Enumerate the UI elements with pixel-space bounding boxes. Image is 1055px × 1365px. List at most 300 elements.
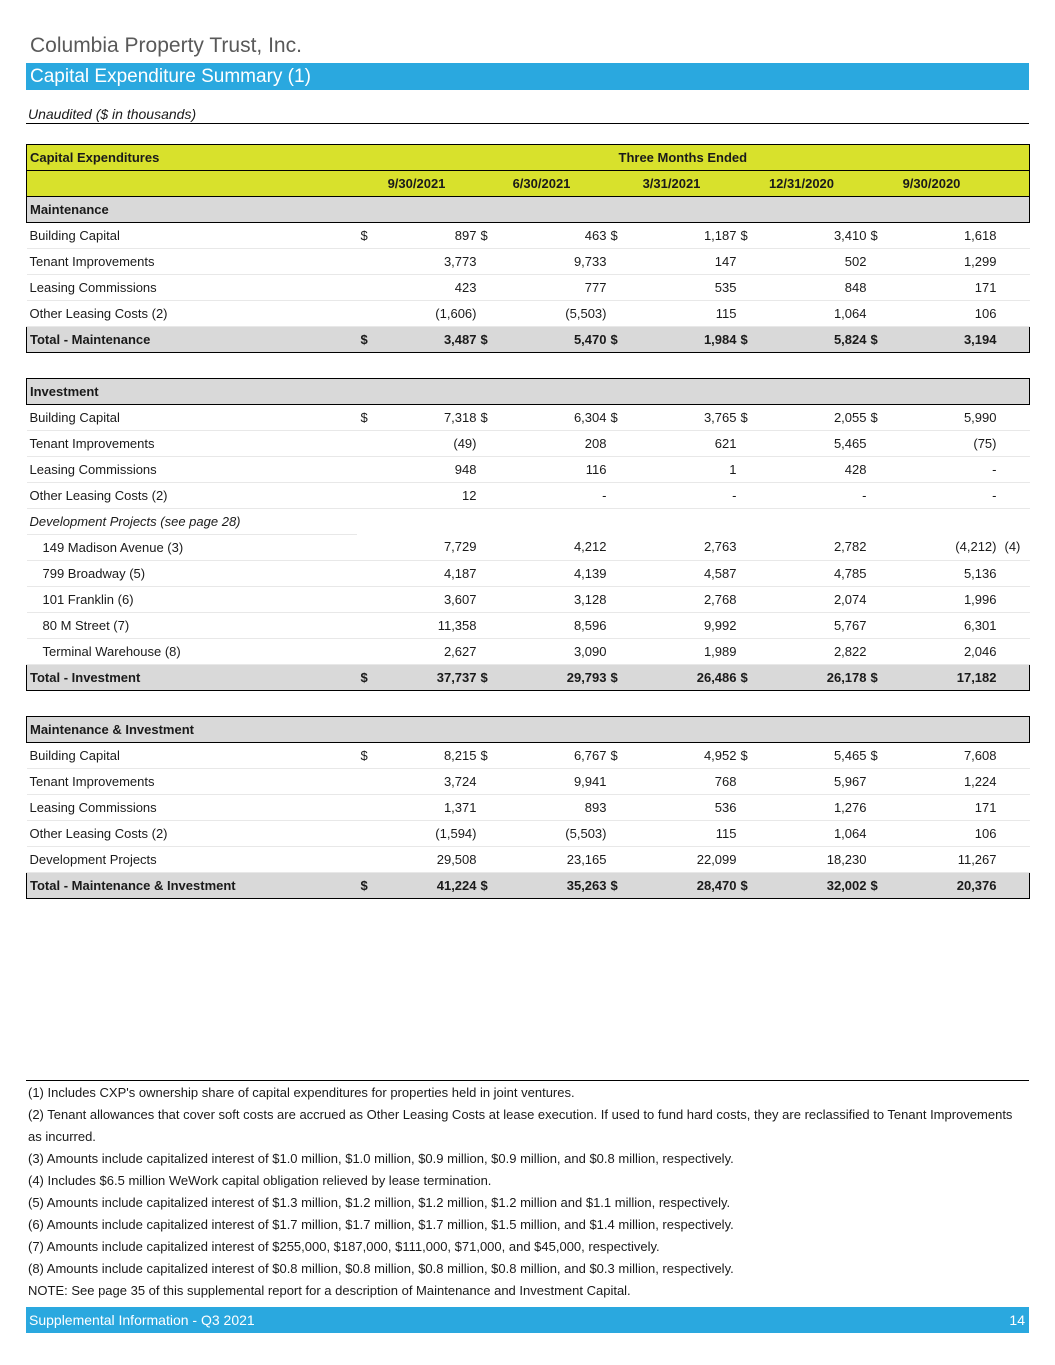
page-title: Capital Expenditure Summary (1) [26, 63, 1029, 90]
row-note [997, 821, 1030, 847]
currency-symbol [477, 561, 507, 587]
cell-value: 3,724 [377, 769, 477, 795]
cell-value: 4,187 [377, 561, 477, 587]
table-row [27, 821, 1030, 847]
cell-value: 37,737 [377, 665, 477, 691]
cell-value: 171 [897, 275, 997, 301]
cell-value: 5,967 [767, 769, 867, 795]
table-row [27, 587, 1030, 613]
cell-value: 1,187 [637, 223, 737, 249]
footnote: NOTE: See page 35 of this supplemental report for a description of Maintenance and Investment Capital. [28, 1283, 631, 1298]
cell-value: 2,763 [637, 535, 737, 561]
currency-symbol [357, 639, 377, 665]
period-header: 12/31/2020 [737, 171, 867, 197]
currency-symbol [737, 639, 767, 665]
cell-value: 502 [767, 249, 867, 275]
cell-value: 848 [767, 275, 867, 301]
row-label: 101 Franklin (6) [27, 587, 357, 613]
table-row [27, 561, 1030, 587]
currency-symbol: $ [737, 405, 767, 431]
currency-symbol [607, 847, 637, 873]
cell-value: 29,793 [507, 665, 607, 691]
currency-symbol [737, 769, 767, 795]
currency-symbol [867, 847, 897, 873]
cell-value: 2,074 [767, 587, 867, 613]
cell-value: 32,002 [767, 873, 867, 899]
currency-symbol: $ [357, 327, 377, 353]
row-label: Terminal Warehouse (8) [27, 639, 357, 665]
currency-symbol [737, 561, 767, 587]
row-note [997, 327, 1030, 353]
currency-symbol [477, 587, 507, 613]
cell-value: 26,178 [767, 665, 867, 691]
dev-projects-heading-row [27, 509, 1030, 535]
footer-bar [26, 1307, 1029, 1333]
currency-symbol [737, 847, 767, 873]
section-heading-row [27, 197, 1030, 223]
company-name: Columbia Property Trust, Inc. [30, 34, 302, 57]
currency-symbol [607, 613, 637, 639]
table-row [27, 431, 1030, 457]
row-note [997, 769, 1030, 795]
currency-symbol [357, 561, 377, 587]
currency-symbol [607, 561, 637, 587]
currency-symbol [357, 821, 377, 847]
section-heading: Maintenance & Investment [27, 717, 357, 743]
cell-value: 1,996 [897, 587, 997, 613]
row-note [997, 249, 1030, 275]
table-row [27, 613, 1030, 639]
dev-projects-heading: Development Projects (see page 28) [27, 509, 357, 535]
footnote: (2) Tenant allowances that cover soft costs are accrued as Other Leasing Costs at lease execution. If used to fund hard costs, they are reclassified to Tenant Improvements as incurred. [28, 1107, 1013, 1144]
currency-symbol [607, 587, 637, 613]
currency-symbol [607, 431, 637, 457]
subtitle-divider [26, 123, 1029, 124]
spacer-row [27, 353, 1030, 379]
table-row [27, 847, 1030, 873]
section-heading-fill [357, 197, 1030, 223]
cell-value: 1,064 [767, 821, 867, 847]
cell-value: 4,139 [507, 561, 607, 587]
currency-symbol [357, 847, 377, 873]
cell-value: 26,486 [637, 665, 737, 691]
cell-value: 1,224 [897, 769, 997, 795]
cell-value: 4,212 [507, 535, 607, 561]
cell-value: 6,767 [507, 743, 607, 769]
cell-value: 12 [377, 483, 477, 509]
cell-value: 1,276 [767, 795, 867, 821]
footnotes [28, 1082, 1023, 1302]
cell-value: 5,824 [767, 327, 867, 353]
row-note [997, 457, 1030, 483]
table-row [27, 301, 1030, 327]
currency-symbol [357, 249, 377, 275]
currency-symbol [357, 301, 377, 327]
row-note [997, 301, 1030, 327]
currency-symbol: $ [737, 327, 767, 353]
row-label: Other Leasing Costs (2) [27, 483, 357, 509]
currency-symbol [607, 535, 637, 561]
currency-symbol: $ [867, 327, 897, 353]
currency-symbol [357, 795, 377, 821]
currency-symbol [477, 821, 507, 847]
cell-value: 535 [637, 275, 737, 301]
cell-value: 29,508 [377, 847, 477, 873]
row-note: (4) [997, 535, 1030, 561]
currency-symbol: $ [477, 873, 507, 899]
currency-symbol [357, 457, 377, 483]
table-row [27, 769, 1030, 795]
cell-value: 7,729 [377, 535, 477, 561]
cell-value: 9,992 [637, 613, 737, 639]
table-row [27, 795, 1030, 821]
units-subtitle: Unaudited ($ in thousands) [28, 106, 197, 122]
cell-value: 3,194 [897, 327, 997, 353]
currency-symbol [867, 821, 897, 847]
currency-symbol [357, 613, 377, 639]
currency-symbol [477, 301, 507, 327]
cell-value: 208 [507, 431, 607, 457]
cell-value: 115 [637, 301, 737, 327]
period-header: 3/31/2021 [607, 171, 737, 197]
currency-symbol [867, 535, 897, 561]
row-label: 799 Broadway (5) [27, 561, 357, 587]
row-note [997, 873, 1030, 899]
total-row [27, 665, 1030, 691]
currency-symbol [737, 301, 767, 327]
footnote-divider [26, 1080, 1029, 1081]
currency-symbol: $ [607, 665, 637, 691]
cell-value: 3,765 [637, 405, 737, 431]
row-label: Total - Maintenance [27, 327, 357, 353]
currency-symbol: $ [867, 223, 897, 249]
cell-value: 8,596 [507, 613, 607, 639]
section-heading-row [27, 717, 1030, 743]
row-note [997, 587, 1030, 613]
currency-symbol: $ [737, 743, 767, 769]
cell-value: 2,055 [767, 405, 867, 431]
row-label: Leasing Commissions [27, 275, 357, 301]
currency-symbol [867, 483, 897, 509]
footnote: (1) Includes CXP's ownership share of capital expenditures for properties held in joint ventures. [28, 1085, 575, 1100]
currency-symbol [607, 769, 637, 795]
cell-value: 4,785 [767, 561, 867, 587]
currency-symbol [477, 769, 507, 795]
currency-symbol [357, 431, 377, 457]
page-number: 14 [1009, 1312, 1025, 1328]
cell-value: 3,410 [767, 223, 867, 249]
cell-value: 2,822 [767, 639, 867, 665]
cell-value: 8,215 [377, 743, 477, 769]
cell-value: 9,733 [507, 249, 607, 275]
cell-value: (1,606) [377, 301, 477, 327]
row-label: Leasing Commissions [27, 795, 357, 821]
cell-value: 768 [637, 769, 737, 795]
currency-symbol [867, 457, 897, 483]
row-label: Development Projects [27, 847, 357, 873]
cell-value: - [637, 483, 737, 509]
cell-value: 35,263 [507, 873, 607, 899]
cell-value: 3,090 [507, 639, 607, 665]
period-header: 9/30/2020 [867, 171, 997, 197]
currency-symbol [867, 769, 897, 795]
footer-label: Supplemental Information - Q3 2021 [29, 1312, 255, 1328]
spacer-row [27, 691, 1030, 717]
currency-symbol: $ [477, 743, 507, 769]
cell-value: 1,984 [637, 327, 737, 353]
currency-symbol [477, 795, 507, 821]
capex-table-body [27, 145, 1030, 899]
footnote: (8) Amounts include capitalized interest of $0.8 million, $0.8 million, $0.8 million, $0.8 million, and $0.3 million, respectively. [28, 1261, 734, 1276]
cell-value: 18,230 [767, 847, 867, 873]
section-heading-row [27, 379, 1030, 405]
currency-symbol: $ [477, 665, 507, 691]
table-row [27, 483, 1030, 509]
currency-symbol [477, 483, 507, 509]
currency-symbol: $ [357, 223, 377, 249]
row-label: Building Capital [27, 405, 357, 431]
currency-symbol: $ [607, 405, 637, 431]
cell-value: 147 [637, 249, 737, 275]
currency-symbol [477, 847, 507, 873]
currency-symbol [737, 535, 767, 561]
cell-value: 1,299 [897, 249, 997, 275]
footnote: (7) Amounts include capitalized interest of $255,000, $187,000, $111,000, $71,000, and $45,000, respectively. [28, 1239, 660, 1254]
cell-value: 948 [377, 457, 477, 483]
cell-value: 1,064 [767, 301, 867, 327]
table-row [27, 275, 1030, 301]
table-row [27, 405, 1030, 431]
row-label: Building Capital [27, 743, 357, 769]
currency-symbol [867, 587, 897, 613]
currency-symbol [737, 457, 767, 483]
row-label: 80 M Street (7) [27, 613, 357, 639]
footnote: (4) Includes $6.5 million WeWork capital obligation relieved by lease termination. [28, 1173, 492, 1188]
row-label: Building Capital [27, 223, 357, 249]
row-label: Tenant Improvements [27, 431, 357, 457]
currency-symbol [737, 275, 767, 301]
row-label: Total - Investment [27, 665, 357, 691]
cell-value: - [897, 483, 997, 509]
row-note [997, 665, 1030, 691]
period-header: 9/30/2021 [357, 171, 477, 197]
cell-value: 3,487 [377, 327, 477, 353]
cell-value: 5,990 [897, 405, 997, 431]
currency-symbol: $ [607, 743, 637, 769]
cell-value: 106 [897, 301, 997, 327]
section-heading: Investment [27, 379, 357, 405]
currency-symbol: $ [357, 873, 377, 899]
cell-value: 4,587 [637, 561, 737, 587]
cell-value: 115 [637, 821, 737, 847]
cell-value: 1,618 [897, 223, 997, 249]
row-note [997, 795, 1030, 821]
cell-value: 428 [767, 457, 867, 483]
cell-value: 893 [507, 795, 607, 821]
cell-value: 5,465 [767, 431, 867, 457]
cell-value: 1,371 [377, 795, 477, 821]
cell-value: - [897, 457, 997, 483]
currency-symbol [607, 821, 637, 847]
cell-value: 11,267 [897, 847, 997, 873]
section-heading-fill [357, 379, 1030, 405]
cell-value: 7,318 [377, 405, 477, 431]
currency-symbol: $ [357, 665, 377, 691]
cell-value: - [507, 483, 607, 509]
cell-value: (49) [377, 431, 477, 457]
cell-value: 7,608 [897, 743, 997, 769]
row-label: Tenant Improvements [27, 249, 357, 275]
cell-value: 2,768 [637, 587, 737, 613]
currency-symbol: $ [607, 873, 637, 899]
cell-value: 536 [637, 795, 737, 821]
currency-symbol [477, 249, 507, 275]
footnote: (3) Amounts include capitalized interest of $1.0 million, $1.0 million, $0.9 million, $0.9 million, and $0.8 million, respectively. [28, 1151, 734, 1166]
currency-symbol [477, 535, 507, 561]
footnote: (5) Amounts include capitalized interest of $1.3 million, $1.2 million, $1.2 million, $1.2 million and $1.1 million, respectively. [28, 1195, 731, 1210]
currency-symbol [737, 613, 767, 639]
cell-value: 5,465 [767, 743, 867, 769]
currency-symbol: $ [737, 873, 767, 899]
currency-symbol [737, 587, 767, 613]
cell-value: 5,767 [767, 613, 867, 639]
cell-value: 17,182 [897, 665, 997, 691]
cell-value: 2,046 [897, 639, 997, 665]
cell-value: 1 [637, 457, 737, 483]
currency-symbol [867, 561, 897, 587]
currency-symbol [867, 249, 897, 275]
row-note [997, 561, 1030, 587]
currency-symbol [867, 431, 897, 457]
total-row [27, 873, 1030, 899]
currency-symbol [607, 639, 637, 665]
table-caption: Capital Expenditures [27, 145, 357, 171]
currency-symbol [607, 301, 637, 327]
cell-value: 22,099 [637, 847, 737, 873]
currency-symbol [357, 275, 377, 301]
capex-table [26, 144, 1030, 899]
currency-symbol: $ [867, 405, 897, 431]
footnote: (6) Amounts include capitalized interest of $1.7 million, $1.7 million, $1.7 million, $1.5 million, and $1.4 million, respectively. [28, 1217, 734, 1232]
currency-symbol: $ [737, 665, 767, 691]
table-row [27, 223, 1030, 249]
currency-symbol [867, 301, 897, 327]
cell-value: 3,607 [377, 587, 477, 613]
currency-symbol [607, 483, 637, 509]
row-label: Other Leasing Costs (2) [27, 821, 357, 847]
row-label: Total - Maintenance & Investment [27, 873, 357, 899]
cell-value: 171 [897, 795, 997, 821]
cell-value: (75) [897, 431, 997, 457]
cell-value: (5,503) [507, 301, 607, 327]
currency-symbol [867, 613, 897, 639]
row-label: Leasing Commissions [27, 457, 357, 483]
currency-symbol [477, 457, 507, 483]
currency-symbol: $ [607, 223, 637, 249]
row-note [997, 275, 1030, 301]
currency-symbol: $ [477, 405, 507, 431]
row-note [997, 847, 1030, 873]
table-row [27, 743, 1030, 769]
cell-value: 2,627 [377, 639, 477, 665]
currency-symbol [357, 587, 377, 613]
currency-symbol: $ [477, 223, 507, 249]
cell-value: 20,376 [897, 873, 997, 899]
row-note [997, 743, 1030, 769]
period-header: 6/30/2021 [477, 171, 607, 197]
cell-value: 6,304 [507, 405, 607, 431]
total-row [27, 327, 1030, 353]
currency-symbol [607, 795, 637, 821]
currency-symbol [477, 613, 507, 639]
currency-symbol [737, 431, 767, 457]
row-note [997, 223, 1030, 249]
table-row [27, 249, 1030, 275]
cell-value: (5,503) [507, 821, 607, 847]
row-note [997, 483, 1030, 509]
currency-symbol [477, 431, 507, 457]
currency-symbol [737, 483, 767, 509]
table-row [27, 457, 1030, 483]
currency-symbol [737, 795, 767, 821]
currency-symbol: $ [867, 665, 897, 691]
cell-value: 3,773 [377, 249, 477, 275]
cell-value: 6,301 [897, 613, 997, 639]
cell-value: 5,136 [897, 561, 997, 587]
table-row [27, 639, 1030, 665]
cell-value: 41,224 [377, 873, 477, 899]
row-label: Tenant Improvements [27, 769, 357, 795]
cell-value: (4,212) [897, 535, 997, 561]
currency-symbol [607, 275, 637, 301]
cell-value: 116 [507, 457, 607, 483]
currency-symbol: $ [477, 327, 507, 353]
currency-symbol [737, 249, 767, 275]
currency-symbol: $ [867, 743, 897, 769]
row-label: 149 Madison Avenue (3) [27, 535, 357, 561]
currency-symbol [607, 249, 637, 275]
cell-value: 28,470 [637, 873, 737, 899]
cell-value: 897 [377, 223, 477, 249]
cell-value: (1,594) [377, 821, 477, 847]
cell-value: 3,128 [507, 587, 607, 613]
currency-symbol [357, 535, 377, 561]
section-heading: Maintenance [27, 197, 357, 223]
currency-symbol: $ [737, 223, 767, 249]
cell-value: - [767, 483, 867, 509]
period-group-label: Three Months Ended [357, 145, 1030, 171]
cell-value: 4,952 [637, 743, 737, 769]
row-note [997, 431, 1030, 457]
section-heading-fill [357, 717, 1030, 743]
cell-value: 463 [507, 223, 607, 249]
row-note [997, 405, 1030, 431]
table-row [27, 535, 1030, 561]
currency-symbol [477, 639, 507, 665]
cell-value: 11,358 [377, 613, 477, 639]
currency-symbol [607, 457, 637, 483]
currency-symbol [357, 769, 377, 795]
currency-symbol: $ [357, 405, 377, 431]
cell-value: 23,165 [507, 847, 607, 873]
cell-value: 1,989 [637, 639, 737, 665]
cell-value: 621 [637, 431, 737, 457]
currency-symbol: $ [867, 873, 897, 899]
currency-symbol [477, 275, 507, 301]
currency-symbol [867, 275, 897, 301]
row-label: Other Leasing Costs (2) [27, 301, 357, 327]
cell-value: 106 [897, 821, 997, 847]
